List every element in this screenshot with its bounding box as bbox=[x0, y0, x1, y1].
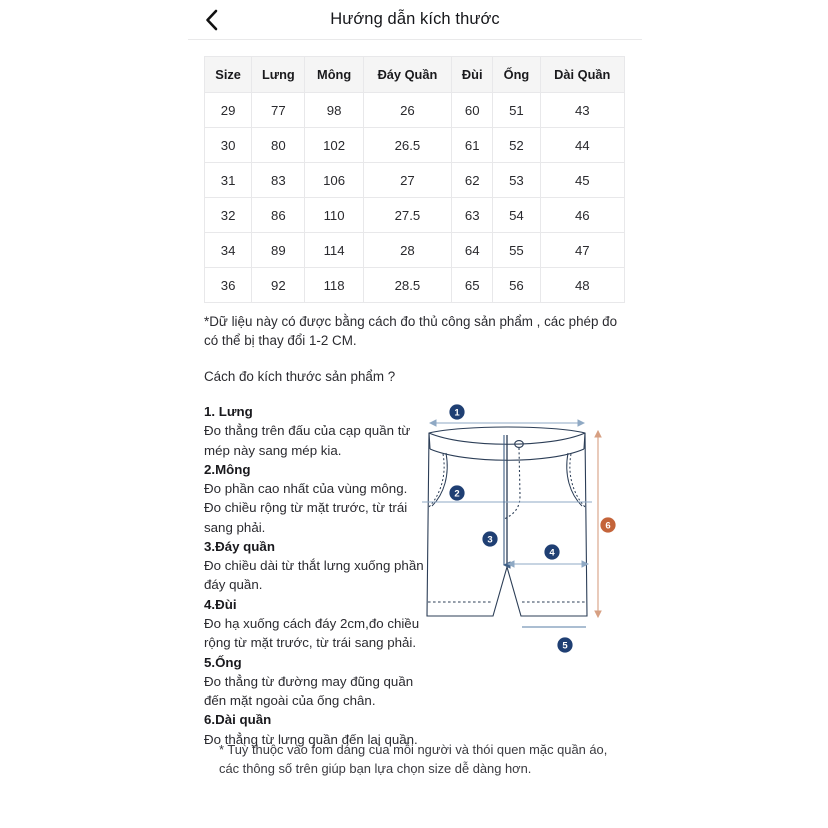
step-item-1 bbox=[204, 402, 426, 460]
cell-ong: 55 bbox=[493, 233, 540, 268]
table-row bbox=[205, 268, 625, 303]
svg-text:4: 4 bbox=[549, 547, 555, 559]
step-item-4 bbox=[204, 595, 426, 653]
cell-dayquan: 27 bbox=[363, 163, 451, 198]
cell-dayquan: 26 bbox=[363, 93, 451, 128]
cell-dui: 62 bbox=[452, 163, 493, 198]
cell-mong: 102 bbox=[305, 128, 363, 163]
column-header-ong: Ống bbox=[493, 57, 540, 93]
cell-lung: 80 bbox=[252, 128, 305, 163]
cell-size: 36 bbox=[205, 268, 252, 303]
back-button[interactable] bbox=[196, 4, 228, 36]
top-bar bbox=[188, 0, 642, 40]
cell-size: 30 bbox=[205, 128, 252, 163]
page-title: Hướng dẫn kích thước bbox=[330, 10, 500, 28]
cell-mong: 106 bbox=[305, 163, 363, 198]
cell-dui: 61 bbox=[452, 128, 493, 163]
cell-dayquan: 26.5 bbox=[363, 128, 451, 163]
footer-disclaimer: * Tuỳ thuộc vào fom dáng của mỗi người và thói quen mặc quần áo, các thông số trên giúp bạn lựa chọn size dễ dàng hơn. bbox=[219, 742, 608, 777]
cell-lung: 83 bbox=[252, 163, 305, 198]
table-header-row bbox=[205, 57, 625, 93]
cell-daiquan: 46 bbox=[540, 198, 624, 233]
cell-dayquan: 28.5 bbox=[363, 268, 451, 303]
table-row bbox=[205, 128, 625, 163]
cell-lung: 89 bbox=[252, 233, 305, 268]
cell-size: 34 bbox=[205, 233, 252, 268]
cell-dui: 64 bbox=[452, 233, 493, 268]
cell-ong: 52 bbox=[493, 128, 540, 163]
shorts-outline bbox=[427, 427, 587, 616]
cell-ong: 51 bbox=[493, 93, 540, 128]
cell-daiquan: 48 bbox=[540, 268, 624, 303]
svg-text:6: 6 bbox=[605, 520, 611, 532]
step-body: Đo thẳng trên đấu của cạp quần từ mép này sang mép kia. bbox=[204, 423, 411, 458]
badge-2 bbox=[449, 485, 464, 500]
chevron-left-icon bbox=[204, 9, 220, 31]
shorts-measurement-diagram bbox=[420, 404, 625, 662]
step-item-5 bbox=[204, 653, 426, 711]
cell-daiquan: 45 bbox=[540, 163, 624, 198]
badge-6 bbox=[600, 517, 615, 532]
step-item-3 bbox=[204, 537, 426, 595]
guide-area bbox=[204, 402, 625, 749]
how-to-measure-question: Cách đo kích thước sản phẩm ? bbox=[204, 369, 396, 385]
column-header-lung: Lưng bbox=[252, 57, 305, 93]
cell-size: 29 bbox=[205, 93, 252, 128]
measurement-disclaimer: *Dữ liệu này có được bằng cách đo thủ công sản phẩm , các phép đo có thể bị thay đổi 1-2 CM. bbox=[204, 314, 618, 349]
step-item-2 bbox=[204, 460, 426, 537]
cell-daiquan: 43 bbox=[540, 93, 624, 128]
column-header-mong: Mông bbox=[305, 57, 363, 93]
svg-text:5: 5 bbox=[562, 640, 568, 652]
step-title: 6.Dài quần bbox=[204, 712, 272, 728]
cell-ong: 56 bbox=[493, 268, 540, 303]
cell-mong: 98 bbox=[305, 93, 363, 128]
cell-lung: 86 bbox=[252, 198, 305, 233]
step-body: Đo thẳng từ lưng quần đến lai quần. bbox=[204, 731, 418, 747]
measurement-steps bbox=[204, 402, 426, 749]
step-title: 5.Ống bbox=[204, 654, 242, 670]
step-body: Đo phần cao nhất của vùng mông. Đo chiều rộng từ mặt trước, từ trái sang phải. bbox=[204, 481, 408, 535]
step-title: 2.Mông bbox=[204, 461, 251, 477]
cell-mong: 118 bbox=[305, 268, 363, 303]
cell-mong: 110 bbox=[305, 198, 363, 233]
column-header-dayquan: Đáy Quần bbox=[363, 57, 451, 93]
step-body: Đo hạ xuống cách đáy 2cm,đo chiều rộng từ mặt trước, từ trái sang phải. bbox=[204, 616, 420, 651]
svg-text:2: 2 bbox=[454, 488, 460, 500]
cell-daiquan: 44 bbox=[540, 128, 624, 163]
svg-text:3: 3 bbox=[487, 534, 493, 546]
cell-lung: 92 bbox=[252, 268, 305, 303]
step-title: 1. Lưng bbox=[204, 404, 253, 420]
cell-dui: 63 bbox=[452, 198, 493, 233]
svg-text:1: 1 bbox=[454, 407, 460, 419]
badge-5 bbox=[557, 637, 572, 652]
cell-dayquan: 27.5 bbox=[363, 198, 451, 233]
cell-mong: 114 bbox=[305, 233, 363, 268]
badge-4 bbox=[544, 544, 559, 559]
cell-dayquan: 28 bbox=[363, 233, 451, 268]
table-row bbox=[205, 93, 625, 128]
step-body: Đo thẳng từ đường may đũng quần đến mặt ngoài của ống chân. bbox=[204, 673, 414, 709]
cell-size: 31 bbox=[205, 163, 252, 198]
cell-lung: 77 bbox=[252, 93, 305, 128]
cell-daiquan: 47 bbox=[540, 233, 624, 268]
table-row bbox=[205, 198, 625, 233]
cell-dui: 65 bbox=[452, 268, 493, 303]
table-row bbox=[205, 233, 625, 268]
column-header-daiquan: Dài Quần bbox=[540, 57, 624, 93]
column-header-size: Size bbox=[205, 57, 252, 93]
table-row bbox=[205, 163, 625, 198]
cell-ong: 53 bbox=[493, 163, 540, 198]
step-title: 3.Đáy quần bbox=[204, 538, 275, 554]
cell-dui: 60 bbox=[452, 93, 493, 128]
badge-3 bbox=[482, 531, 497, 546]
column-header-dui: Đùi bbox=[452, 57, 493, 93]
step-body: Đo chiều dài từ thắt lưng xuống phần đáy quần. bbox=[204, 558, 424, 593]
cell-size: 32 bbox=[205, 198, 252, 233]
content-column bbox=[204, 56, 625, 749]
cell-ong: 54 bbox=[493, 198, 540, 233]
step-title: 4.Đùi bbox=[204, 596, 237, 612]
badge-1 bbox=[449, 404, 464, 419]
size-table bbox=[204, 56, 625, 303]
